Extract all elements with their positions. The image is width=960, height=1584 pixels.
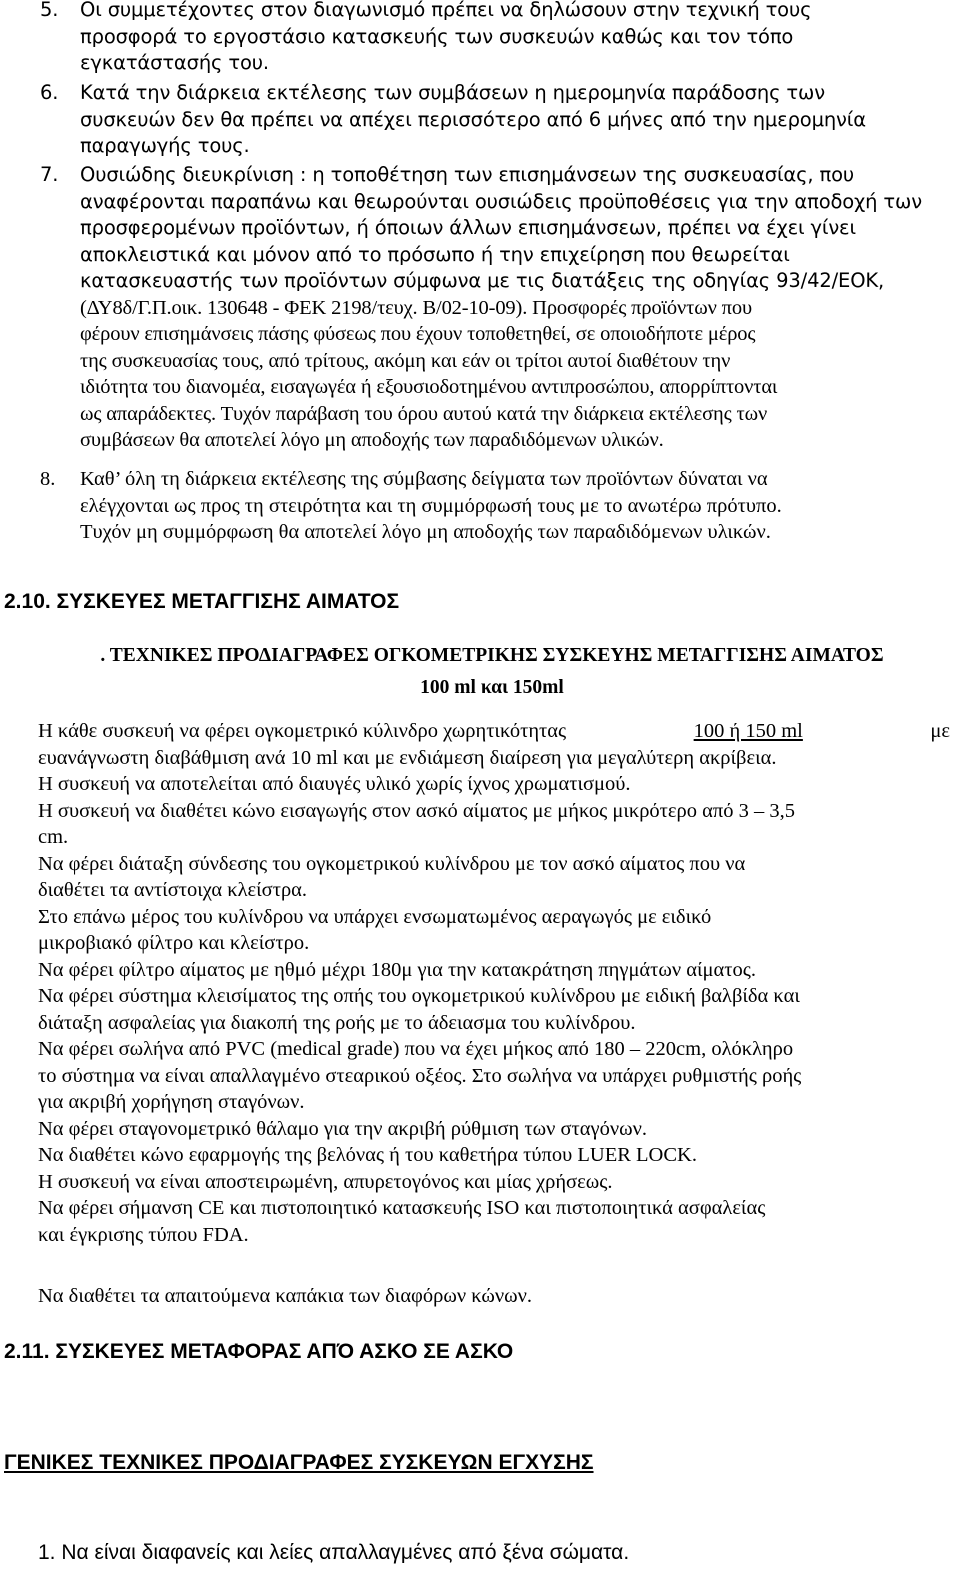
spec-line: Η συσκευή να διαθέτει κώνο εισαγωγής στον ασκό αίματος με μήκος μικρότερο από 3 – 3,5 [38, 799, 795, 822]
list-item-7 [40, 162, 948, 454]
general-specs-heading: ΓΕΝΙΚΕΣ ΤΕΧΝΙΚΕΣ ΠΡΟΔΙΑΓΡΑΦΕΣ ΣΥΣΚΕΥΩΝ ΕΓΧΥΣΗΣ [4, 1451, 594, 1474]
list-item-text: Προσφορές προϊόντων που [532, 296, 752, 319]
spec-line: Να φέρει διάταξη σύνδεσης του ογκομετρικού κυλίνδρου με τον ασκό αίματος που να [38, 852, 746, 875]
spec-title-line: 100 ml και 150ml [420, 677, 564, 698]
spec-text: Η κάθε συσκευή να φέρει ογκομετρικό κύλινδρο χωρητικότητας [38, 720, 567, 742]
spec-line: Η συσκευή να αποτελείται από διαυγές υλικό χωρίς ίχνος χρωματισμού. [38, 773, 631, 795]
list-item-line: Τυχόν μη συμμόρφωση θα αποτελεί λόγο μη αποδοχής των παραδιδόμενων υλικών. [80, 521, 771, 543]
section-heading-2-10: 2.10. ΣΥΣΚΕΥΕΣ ΜΕΤΑΓΓΙΣΗΣ ΑΙΜΑΤΟΣ [4, 590, 400, 613]
list-item-line: ιδιότητα του διανομέα, εισαγωγέα ή εξουσιοδοτημένου αντιπροσώπου, απορρίπτονται [80, 376, 778, 398]
spec-line: Να διαθέτει τα απαιτούμενα καπάκια των διαφόρων κώνων. [38, 1285, 533, 1307]
spec-line: μικροβιακό φίλτρο και κλείστρο. [38, 932, 310, 954]
spec-line: διαθέτει τα αντίστοιχα κλείστρα. [38, 879, 308, 901]
list-item-line: συσκευών δεν θα πρέπει να απέχει περισσότερο από 6 μήνες από την ημερομηνία [80, 107, 866, 131]
spec-line: Να φέρει σήμανση CE και πιστοποιητικό κατασκευής ISO και πιστοποιητικά ασφαλείας [38, 1197, 766, 1219]
regulation-reference: (ΔΥ8δ/Γ.Π.οικ. 130648 - ΦΕΚ 2198/τευχ. Β/02-10-09). [80, 296, 528, 319]
list-number: 6. [40, 81, 59, 104]
list-item-line: Καθ’ όλη τη διάρκεια εκτέλεσης της σύμβασης δείγματα των προϊόντων δύναται να [80, 468, 768, 490]
list-item-line: Κατά την διάρκεια εκτέλεσης των συμβάσεων η ημερομηνία παράδοσης των [80, 81, 825, 104]
list-item-6 [40, 80, 948, 160]
list-item-line: εγκατάστασής του. [80, 51, 269, 74]
list-item-line: αποκλειστικά και μόνον από το πρόσωπο ή την επιχείρηση που θεωρείται [80, 242, 790, 266]
spec-line: Η συσκευή να είναι αποστειρωμένη, απυρετογόνος και μίας χρήσεως. [38, 1170, 613, 1193]
spec-line: cm. [38, 826, 69, 848]
capacity-value: 100 ή 150 ml [693, 720, 803, 742]
list-item-line: ως απαράδεκτες. Τυχόν παράβαση του όρου αυτού κατά την διάρκεια εκτέλεσης των [80, 402, 768, 425]
list-item-line: Ουσιώδης διευκρίνιση : η τοποθέτηση των επισημάνσεων της συσκευασίας, που [80, 163, 855, 186]
spec-title [36, 640, 948, 704]
spec-paragraph [38, 718, 950, 1248]
list-number: 7. [40, 163, 59, 186]
list-item-line: αναφέρονται παραπάνω και θεωρούνται ουσιώδεις προϋποθέσεις για την αποδοχή των [80, 189, 922, 213]
list-item-line: παραγωγής τους. [80, 134, 250, 157]
spec-line: ευανάγνωστη διαβάθμιση ανά 10 ml και με ενδιάμεση διαίρεση για μεγαλύτερη ακρίβεια. [38, 746, 777, 769]
list-item-line: κατασκευαστής των προϊόντων σύμφωνα με τις διατάξεις της οδηγίας 93/42/ΕΟΚ, [80, 269, 885, 292]
spec-line [38, 718, 950, 745]
spec-line: Να φέρει σύστημα κλεισίματος της οπής του ογκομετρικού κυλίνδρου με ειδική βαλβίδα και [38, 985, 800, 1007]
list-number: 8. [40, 468, 56, 490]
spec-line: το σύστημα να είναι απαλλαγμένο στεαρικού οξέος. Στο σωλήνα να υπάρχει ρυθμιστής ροής [38, 1064, 802, 1087]
list-number: 5. [40, 0, 59, 21]
spec-line: Να διαθέτει κώνο εφαρμογής της βελόνας ή του καθετήρα τύπου LUER LOCK. [38, 1144, 697, 1166]
list-item-line: προσφερομένων προϊόντων, ή όποιων άλλων επισημάνσεων, πρέπει να έχει γίνει [80, 216, 856, 239]
section-heading-2-11: 2.11. ΣΥΣΚΕΥΕΣ ΜΕΤΑΦΟΡΑΣ ΑΠΌ ΑΣΚΟ ΣΕ ΑΣΚΟ [4, 1340, 514, 1363]
general-list-item-1: 1. Να είναι διαφανείς και λείες απαλλαγμένες από ξένα σώματα. [38, 1541, 630, 1564]
spec-line: διάταξη ασφαλείας για διακοπή της ροής με το άδειασμα του κυλίνδρου. [38, 1011, 636, 1034]
list-item-5 [40, 0, 948, 77]
spec-line: Στο επάνω μέρος του κυλίνδρου να υπάρχει ενσωματωμένος αεραγωγός με ειδικό [38, 905, 712, 928]
list-item-line: Οι συμμετέχοντες στον διαγωνισμό πρέπει να δηλώσουν στην τεχνική τους [80, 0, 812, 21]
list-item-line: ελέγχονται ως προς τη στειρότητα και τη συμμόρφωσή τους με το ανωτέρω πρότυπο. [80, 494, 782, 517]
list-item-line [80, 295, 948, 322]
spec-line: για ακριβή χορήγηση σταγόνων. [38, 1091, 305, 1113]
spec-line: Να φέρει φίλτρο αίματος με ηθμό μέχρι 180μ για την κατακράτηση πηγμάτων αίματος. [38, 958, 757, 981]
list-item-line: προσφορά το εργοστάσιο κατασκευής των συσκευών καθώς και τον τόπο [80, 24, 794, 48]
spec-last-line [38, 1283, 950, 1310]
spec-line: και έγκρισης τύπου FDA. [38, 1223, 249, 1246]
spec-line: Να φέρει σωλήνα από PVC (medical grade) που να έχει μήκος από 180 – 220cm, ολόκληρο [38, 1038, 794, 1060]
list-item-line: της συσκευασίας τους, από τρίτους, ακόμη και εάν οι τρίτοι αυτοί διαθέτουν την [80, 349, 731, 372]
list-item-line: συμβάσεων θα αποτελεί λόγο μη αποδοχής των παραδιδόμενων υλικών. [80, 429, 664, 451]
list-item-line: φέρουν επισημάνσεις πάσης φύσεως που έχουν τοποθετηθεί, σε οποιοδήποτε μέρος [80, 323, 756, 345]
list-item-8 [40, 466, 948, 546]
spec-title-line: . ΤΕΧΝΙΚΕΣ ΠΡΟΔΙΑΓΡΑΦΕΣ ΟΓΚΟΜΕΤΡΙΚΗΣ ΣΥΣΚΕΥΗΣ ΜΕΤΑΓΓΙΣΗΣ ΑΙΜΑΤΟΣ [100, 645, 884, 666]
spec-text: με [930, 720, 950, 742]
spec-line: Να φέρει σταγονομετρικό θάλαμο για την ακριβή ρύθμιση των σταγόνων. [38, 1117, 647, 1140]
